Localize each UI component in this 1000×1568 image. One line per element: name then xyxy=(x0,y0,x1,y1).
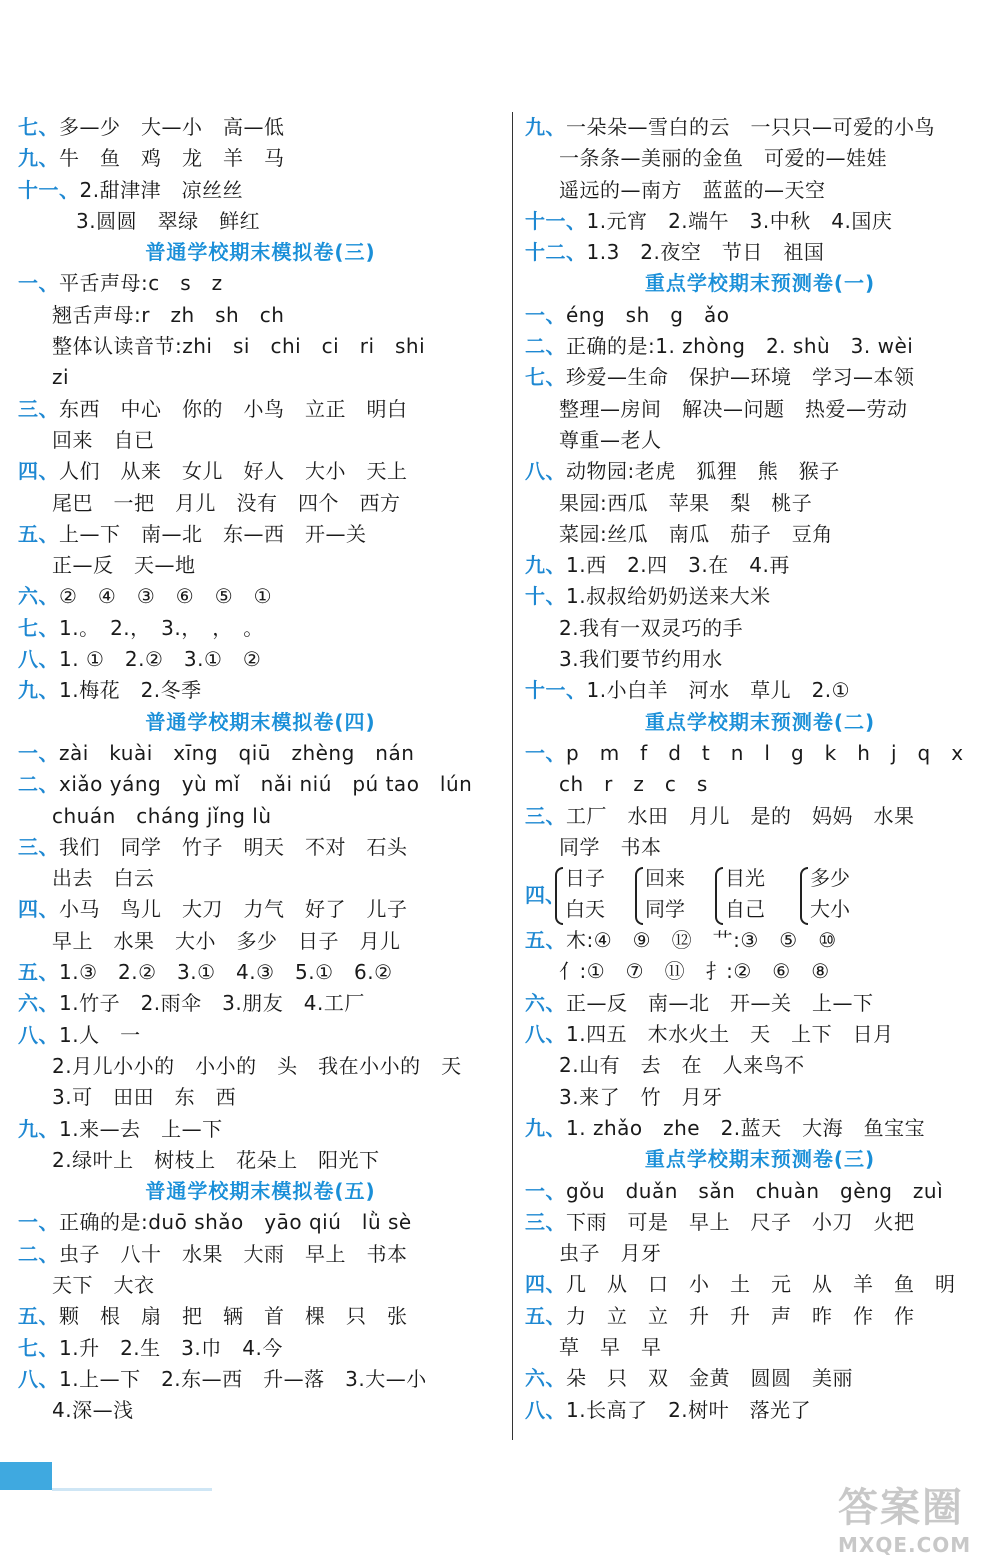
question-number: 八、 xyxy=(18,1366,59,1391)
answer-text: 整理—房间 解决—问题 热爱—劳动 xyxy=(559,396,908,421)
question-number: 八、 xyxy=(525,1022,566,1047)
page-number-tab xyxy=(0,1462,52,1490)
answer-text: 2.绿叶上 树枝上 花朵上 阳光下 xyxy=(52,1147,380,1172)
answer-line xyxy=(525,769,995,800)
answer-line xyxy=(525,613,995,644)
answer-line xyxy=(18,550,503,581)
answer-line xyxy=(525,206,995,237)
answer-text: 下雨 可是 早上 尺子 小刀 火把 xyxy=(566,1209,915,1234)
answer-line xyxy=(525,425,995,456)
question-number: 六、 xyxy=(18,991,59,1016)
answer-line xyxy=(525,519,995,550)
answer-text: 1.长高了 2.树叶 落光了 xyxy=(566,1397,812,1422)
answer-line xyxy=(18,1301,503,1332)
answer-line xyxy=(525,1395,995,1426)
answer-line xyxy=(525,143,995,174)
answer-text: chuán cháng jǐng lù xyxy=(52,803,272,828)
answer-text: 珍爱—生命 保护—环境 学习—本领 xyxy=(566,365,915,390)
question-number: 十一、 xyxy=(18,177,80,202)
answer-line xyxy=(18,1082,503,1113)
answer-line xyxy=(18,613,503,644)
answer-line xyxy=(525,1113,995,1144)
brace-group: 多少 大小 xyxy=(810,863,850,925)
answer-line xyxy=(18,175,503,206)
answer-text: éng sh g ǎo xyxy=(566,302,730,327)
question-number: 五、 xyxy=(18,1304,59,1329)
answer-text: 同学 书本 xyxy=(559,834,662,859)
answer-line xyxy=(525,1207,995,1238)
answer-text: 一朵朵—雪白的云 一只只—可爱的小鸟 xyxy=(566,115,935,139)
brace-group: 回来 同学 xyxy=(645,863,685,925)
answer-text: 1.人 一 xyxy=(59,1022,141,1047)
answer-text: 1. zhǎo zhe 2.蓝天 大海 鱼宝宝 xyxy=(566,1115,926,1140)
answer-line xyxy=(525,738,995,769)
section-heading: 重点学校期末预测卷(一) xyxy=(644,271,876,296)
answer-text: 遥远的—南方 蓝蓝的—天空 xyxy=(559,177,826,202)
question-number: 二、 xyxy=(525,334,566,359)
answer-line xyxy=(18,738,503,769)
question-number: 九、 xyxy=(18,678,59,703)
watermark-logo: 答案圈 MXQE.COM xyxy=(838,1485,972,1557)
answer-line xyxy=(18,675,503,706)
answer-line xyxy=(525,331,995,362)
answer-line xyxy=(525,1269,995,1300)
question-number: 四、 xyxy=(525,1272,566,1297)
answer-text: 1.来—去 上—下 xyxy=(59,1116,223,1141)
answer-text: 4.深—浅 xyxy=(52,1398,134,1423)
question-number: 五、 xyxy=(18,521,59,546)
question-number: 十一、 xyxy=(525,208,587,233)
answer-text: 2.我有一双灵巧的手 xyxy=(559,615,744,640)
answer-text: gǒu duǎn sǎn chuàn gèng zuì xyxy=(566,1178,944,1203)
answer-line xyxy=(525,112,995,143)
answer-text: 3.来了 竹 月牙 xyxy=(559,1084,723,1109)
right-column xyxy=(525,112,995,1426)
section-heading: 普通学校期末模拟卷(五) xyxy=(145,1179,376,1204)
answer-text: 天下 大衣 xyxy=(52,1272,155,1297)
answer-text: zài kuài xīng qiū zhèng nán xyxy=(59,740,415,765)
answer-text: 1.上—下 2.东—西 升—落 3.大—小 xyxy=(59,1366,427,1391)
answer-text: 1. ① 2.② 3.① ② xyxy=(59,647,262,672)
question-number: 十、 xyxy=(525,584,566,609)
answer-text: 力 立 立 升 升 声 昨 作 作 xyxy=(566,1303,915,1328)
answer-line xyxy=(525,1301,995,1332)
answer-line xyxy=(525,988,995,1019)
question-number: 七、 xyxy=(18,1335,59,1360)
answer-text: 动物园:老虎 狐狸 熊 猴子 xyxy=(566,459,840,484)
question-number: 五、 xyxy=(525,1303,566,1328)
answer-line xyxy=(18,1333,503,1364)
answer-line xyxy=(525,362,995,393)
left-column xyxy=(18,112,503,1426)
answer-line xyxy=(18,300,503,331)
answer-text: 整体认读音节:zhi si chi ci ri shi xyxy=(52,334,426,359)
answer-text: ② ④ ③ ⑥ ⑤ ① xyxy=(59,584,273,609)
answer-text: 1.。 2.， 3.， ， 。 xyxy=(59,615,264,640)
answer-text: 人们 从来 女儿 好人 大小 天上 xyxy=(59,459,408,484)
column-divider xyxy=(512,112,513,1440)
footer-rule xyxy=(52,1488,212,1491)
answer-text: 正确的是:duō shǎo yāo qiú lǜ sè xyxy=(59,1210,412,1235)
question-number: 六、 xyxy=(525,990,566,1015)
answer-text: 1.西 2.四 3.在 4.再 xyxy=(566,553,790,578)
brace-group: 目光 自己 xyxy=(725,863,765,925)
answer-text: 平舌声母:c s z xyxy=(59,271,223,296)
answer-line xyxy=(18,1145,503,1176)
question-number: 八、 xyxy=(18,1022,59,1047)
answer-line xyxy=(18,488,503,519)
question-number: 一、 xyxy=(18,740,59,765)
answer-line xyxy=(525,1238,995,1269)
question-number: 十二、 xyxy=(525,240,587,265)
answer-text: 2.山有 去 在 人来鸟不 xyxy=(559,1053,805,1078)
question-number: 四、 xyxy=(525,883,565,908)
answer-text: 草 早 早 xyxy=(559,1334,662,1359)
answer-text: 朵 只 双 金黄 圆圆 美丽 xyxy=(566,1366,853,1391)
answer-text: 小马 鸟儿 大刀 力气 好了 儿子 xyxy=(59,897,408,922)
answer-text: 1.升 2.生 3.巾 4.今 xyxy=(59,1335,283,1360)
answer-line xyxy=(525,675,995,706)
question-number: 九、 xyxy=(525,1115,566,1140)
answer-text: 虫子 八十 水果 大雨 早上 书本 xyxy=(59,1241,408,1266)
question-number: 二、 xyxy=(18,772,59,797)
answer-line xyxy=(18,1051,503,1082)
answer-line xyxy=(18,1270,503,1301)
answer-line xyxy=(18,394,503,425)
question-number: 一、 xyxy=(525,740,566,765)
answer-text: 早上 水果 大小 多少 日子 月儿 xyxy=(52,928,401,953)
question-number: 八、 xyxy=(525,1397,566,1422)
answer-line xyxy=(18,519,503,550)
answer-text: 木:④ ⑨ ⑫ 艹:③ ⑤ ⑩ xyxy=(566,928,837,953)
answer-line xyxy=(18,456,503,487)
answer-line xyxy=(525,925,995,956)
question-number: 三、 xyxy=(18,834,59,859)
answer-line xyxy=(18,863,503,894)
section-heading: 普通学校期末模拟卷(三) xyxy=(145,240,376,265)
answer-text: p m f d t n l g k h j q x xyxy=(566,740,964,765)
answer-line xyxy=(18,1239,503,1270)
answer-text: 牛 鱼 鸡 龙 羊 马 xyxy=(59,146,285,171)
question-number: 七、 xyxy=(525,365,566,390)
answer-text: zi xyxy=(52,365,70,390)
answer-line xyxy=(525,581,995,612)
question-number: 二、 xyxy=(18,1241,59,1266)
answer-text: 颗 根 扇 把 辆 首 棵 只 张 xyxy=(59,1304,408,1329)
answer-line xyxy=(18,832,503,863)
question-number: 七、 xyxy=(18,115,59,139)
answer-line xyxy=(525,1332,995,1363)
answer-line xyxy=(525,237,995,268)
section-heading: 重点学校期末预测卷(二) xyxy=(644,709,876,734)
question-number: 四、 xyxy=(18,459,59,484)
answer-text: 多—少 大—小 高—低 xyxy=(59,115,285,139)
answer-line xyxy=(18,1364,503,1395)
answer-text: 3.我们要节约用水 xyxy=(559,647,723,672)
answer-text: 工厂 水田 月儿 是的 妈妈 水果 xyxy=(566,803,915,828)
answer-line xyxy=(18,1207,503,1238)
answer-text: 1.梅花 2.冬季 xyxy=(59,678,202,703)
answer-text: 亻:① ⑦ ⑪ 扌:② ⑥ ⑧ xyxy=(559,959,830,984)
answer-text: 1.竹子 2.雨伞 3.朋友 4.工厂 xyxy=(59,991,365,1016)
answer-text: 几 从 口 小 土 元 从 羊 鱼 明 xyxy=(566,1272,956,1297)
answer-text: 3.圆圆 翠绿 鲜红 xyxy=(76,208,261,233)
question-number: 七、 xyxy=(18,615,59,640)
answer-text: 果园:西瓜 苹果 梨 桃子 xyxy=(559,490,813,515)
answer-line xyxy=(18,644,503,675)
answer-line xyxy=(18,988,503,1019)
question-number: 九、 xyxy=(18,146,59,171)
answer-line xyxy=(525,394,995,425)
answer-text: 菜园:丝瓜 南瓜 茄子 豆角 xyxy=(559,521,833,546)
answer-line xyxy=(18,957,503,988)
answer-text: 回来 自已 xyxy=(52,427,155,452)
answer-line xyxy=(18,268,503,299)
answer-text: 1.叔叔给奶奶送来大米 xyxy=(566,584,771,609)
question-number: 一、 xyxy=(525,1178,566,1203)
answer-line xyxy=(18,894,503,925)
question-number: 一、 xyxy=(18,271,59,296)
answer-line xyxy=(525,956,995,987)
section-heading: 重点学校期末预测卷(三) xyxy=(644,1147,876,1172)
answer-line xyxy=(525,550,995,581)
answer-line xyxy=(18,112,503,143)
question-number: 四、 xyxy=(18,897,59,922)
question-number: 九、 xyxy=(525,553,566,578)
section-heading: 普通学校期末模拟卷(四) xyxy=(145,709,376,734)
answer-text: 1.③ 2.② 3.① 4.③ 5.① 6.② xyxy=(59,960,393,985)
answer-line xyxy=(525,1176,995,1207)
answer-text: 2.甜津津 凉丝丝 xyxy=(79,177,244,202)
answer-line xyxy=(18,1020,503,1051)
answer-text: 东西 中心 你的 小鸟 立正 明白 xyxy=(59,396,408,421)
question-number: 九、 xyxy=(18,1116,59,1141)
answer-line xyxy=(525,1050,995,1081)
answer-text: 1.小白羊 河水 草儿 2.① xyxy=(586,678,851,703)
question-number: 一、 xyxy=(18,1210,59,1235)
question-number: 八、 xyxy=(18,647,59,672)
answer-line xyxy=(525,1082,995,1113)
answer-text: 3.可 田田 东 西 xyxy=(52,1085,237,1110)
question-number: 一、 xyxy=(525,302,566,327)
answer-text: 正—反 天—地 xyxy=(52,553,196,578)
answer-line xyxy=(525,832,995,863)
answer-text: ch r z c s xyxy=(559,772,708,797)
answer-text: 正—反 南—北 开—关 上—下 xyxy=(566,990,874,1015)
answer-text: 虫子 月牙 xyxy=(559,1241,662,1266)
answer-line xyxy=(18,425,503,456)
question-number: 十一、 xyxy=(525,678,587,703)
answer-line xyxy=(525,456,995,487)
question-number: 五、 xyxy=(525,928,566,953)
answer-line xyxy=(525,488,995,519)
answer-line xyxy=(18,926,503,957)
brace-group: 日子 白天 xyxy=(565,863,605,925)
answer-line xyxy=(525,801,995,832)
answer-text: 上—下 南—北 东—西 开—关 xyxy=(59,521,367,546)
answer-text: 1.3 2.夜空 节日 祖国 xyxy=(586,240,825,265)
answer-line xyxy=(18,143,503,174)
answer-line xyxy=(18,1114,503,1145)
brace-answer-row xyxy=(525,863,995,925)
question-number: 三、 xyxy=(18,396,59,421)
answer-line xyxy=(18,331,503,362)
question-number: 六、 xyxy=(18,584,59,609)
question-number: 八、 xyxy=(525,459,566,484)
question-number: 九、 xyxy=(525,115,566,139)
answer-text: 1.元宵 2.端午 3.中秋 4.国庆 xyxy=(586,208,893,233)
answer-line xyxy=(18,1395,503,1426)
answer-line xyxy=(525,175,995,206)
answer-text: 1.四五 木水火土 天 上下 日月 xyxy=(566,1022,894,1047)
answer-line xyxy=(18,769,503,800)
answer-text: 尾巴 一把 月儿 没有 四个 西方 xyxy=(52,490,401,515)
answer-text: 我们 同学 竹子 明天 不对 石头 xyxy=(59,834,408,859)
answer-text: xiǎo yáng yù mǐ nǎi niú pú tao lún xyxy=(59,772,473,797)
question-number: 五、 xyxy=(18,960,59,985)
answer-text: 出去 白云 xyxy=(52,866,155,891)
answer-line xyxy=(525,1363,995,1394)
answer-text: 正确的是:1. zhòng 2. shù 3. wèi xyxy=(566,334,914,359)
answer-line xyxy=(18,362,503,393)
answer-text: 一条条—美丽的金鱼 可爱的—娃娃 xyxy=(559,146,887,171)
question-number: 三、 xyxy=(525,1209,566,1234)
answer-line xyxy=(525,644,995,675)
question-number: 六、 xyxy=(525,1366,566,1391)
answer-text: 2.月儿小小的 小小的 头 我在小小的 天 xyxy=(52,1053,462,1078)
answer-line xyxy=(18,581,503,612)
answer-line xyxy=(18,801,503,832)
answer-line xyxy=(525,1019,995,1050)
answer-line xyxy=(525,300,995,331)
question-number: 三、 xyxy=(525,803,566,828)
answer-line xyxy=(18,206,503,237)
answer-text: 翘舌声母:r zh sh ch xyxy=(52,302,285,327)
answer-text: 尊重—老人 xyxy=(559,427,662,452)
